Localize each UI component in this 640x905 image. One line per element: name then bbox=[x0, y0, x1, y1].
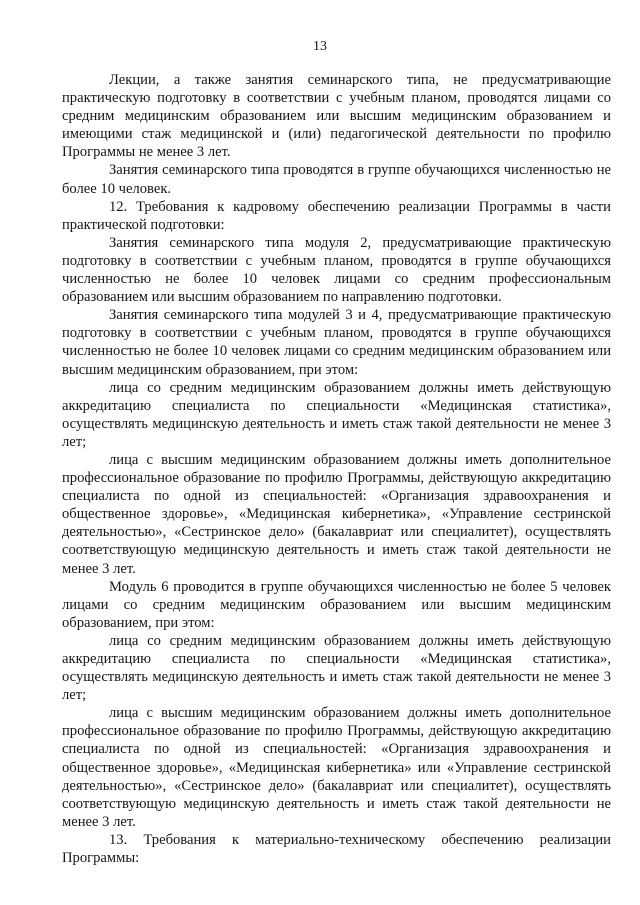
paragraph-modules-3-4: Занятия семинарского типа модулей 3 и 4, предусматривающие практическую подготовку в соответствии с учебным планом, проводятся в группе обучающихся численностью не более 10 человек лицами со средним медицинским образованием или высшим медицинским образованием, при этом: bbox=[62, 307, 611, 378]
paragraph-module-6-higher-education: лица с высшим медицинским образованием должны иметь дополнительное профессиональное образование по профилю Программы, действующую аккредитацию специалиста по одной из специальностей: «Организация здравоохранения и общественное здоровье», «Медицинская кибернетика» или «Управление сестринской деятельностью», «Сестринское дело» (бакалавриат или специалитет), осуществлять соответствующую медицинскую деятельность и иметь стаж такой деятельности не менее 3 лет. bbox=[62, 705, 611, 830]
paragraph-module-6: Модуль 6 проводится в группе обучающихся численностью не более 5 человек лицами со средним медицинским образованием или высшим медицинским образованием, при этом: bbox=[62, 578, 611, 631]
paragraph-modules-3-4-secondary-education: лица со средним медицинским образованием должны иметь действующую аккредитацию специалиста по специальности «Медицинская статистика», осуществлять медицинскую деятельность и иметь стаж такой деятельности не менее 3 лет; bbox=[62, 379, 611, 450]
paragraph-section-12-heading: 12. Требования к кадровому обеспечению реализации Программы в части практической подготовки: bbox=[62, 198, 611, 233]
paragraph-modules-3-4-higher-education: лица с высшим медицинским образованием должны иметь дополнительное профессиональное образование по профилю Программы, действующую аккредитацию специалиста по одной из специальностей: «Организация здравоохранения и общественное здоровье», «Медицинская кибернетика», «Управление сестринской деятельностью», «Сестринское дело» (бакалавриат или специалитет), осуществлять соответствующую медицинскую деятельность и иметь стаж такой деятельности не менее 3 лет. bbox=[62, 451, 611, 577]
paragraph-section-13-heading: 13. Требования к материально-техническому обеспечению реализации Программы: bbox=[62, 831, 611, 867]
paragraph-module-6-secondary-education: лица со средним медицинским образованием должны иметь действующую аккредитацию специалиста по специальности «Медицинская статистика», осуществлять медицинскую деятельность и иметь стаж такой деятельности не менее 3 лет; bbox=[62, 632, 611, 704]
paragraph-module-2: Занятия семинарского типа модуля 2, предусматривающие практическую подготовку в соответствии с учебным планом, проводятся в группе обучающихся численностью не более 10 человек лицами со средним профессиональным образованием или высшим образованием по направлению подготовки. bbox=[62, 234, 611, 306]
paragraph-seminar-group-size: Занятия семинарского типа проводятся в группе обучающихся численностью не более 10 человек. bbox=[62, 162, 611, 197]
page-number: 13 bbox=[313, 39, 327, 54]
document-body bbox=[62, 71, 611, 867]
paragraph-lectures-staff: Лекции, а также занятия семинарского типа, не предусматривающие практическую подготовку в соответствии с учебным планом, проводятся лицами со средним медицинским образованием или высшим медицинским образованием и имеющими стаж медицинской и (или) педагогической деятельности по профилю Программы не менее 3 лет. bbox=[62, 72, 611, 161]
